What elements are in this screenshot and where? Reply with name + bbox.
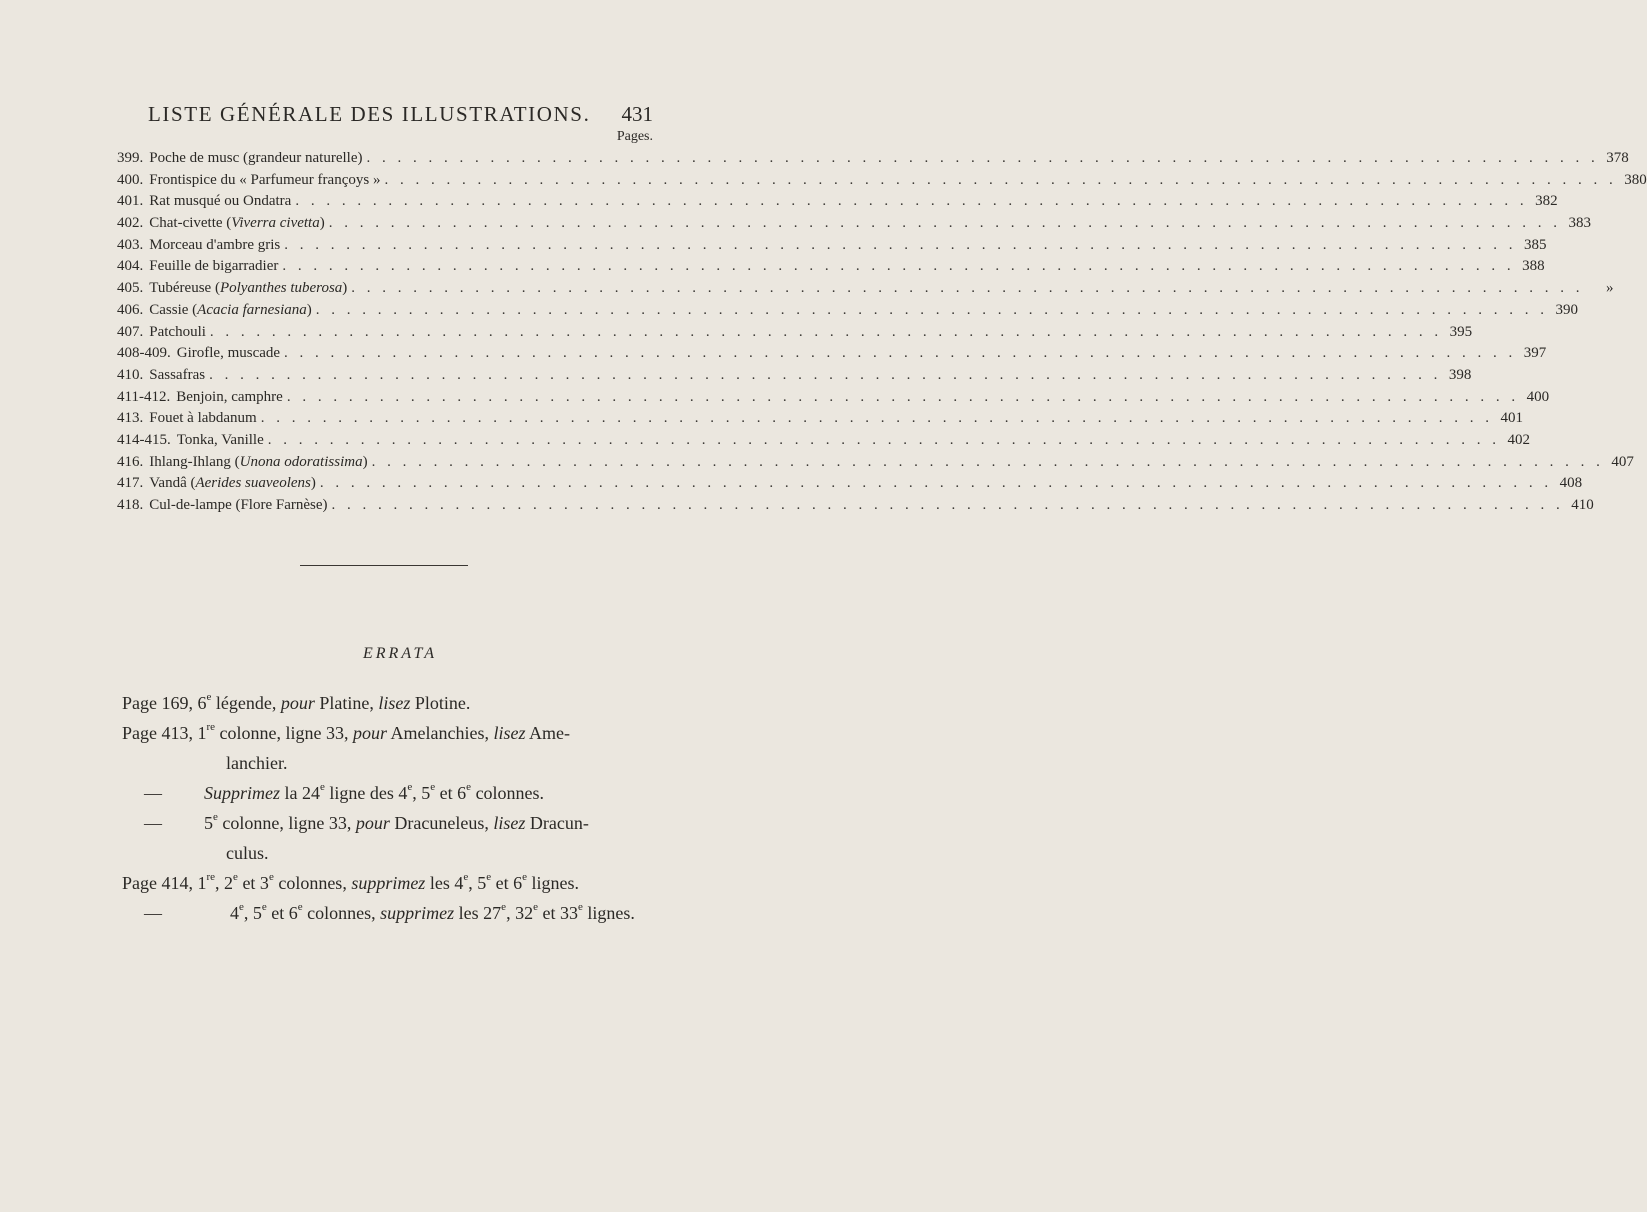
errata-heading: ERRATA xyxy=(363,645,437,662)
dot-leader: . . . . . . . . . . . . . . . . . . . . . . . . . . . . . . . . . . . . . . . . . . . . . . . . . . . . . . . . . . . . . . . . . . . . . . . . . . . . . . . . xyxy=(371,453,1604,470)
toc-row xyxy=(117,453,1634,476)
toc-page: 382 xyxy=(1535,193,1558,210)
toc-number: 414-415. xyxy=(117,431,171,448)
toc-row xyxy=(117,345,1547,367)
dot-leader: . . . . . . . . . . . . . . . . . . . . . . . . . . . . . . . . . . . . . . . . . . . . . . . . . . . . . . . . . . . . . . . . . . . . . . . . . . . . . . . . xyxy=(328,215,1561,232)
toc-row xyxy=(117,410,1523,432)
toc-page: 397 xyxy=(1523,345,1547,362)
toc-number: 401. xyxy=(117,193,144,210)
toc-title: Patchouli xyxy=(149,323,206,340)
toc-title: Cassie (Acacia farnesiana) xyxy=(149,301,312,318)
ditto-dash: — xyxy=(144,783,162,803)
dot-leader: . . . . . . . . . . . . . . . . . . . . . . . . . . . . . . . . . . . . . . . . . . . . . . . . . . . . . . . . . . . . . . . . . . . . . . . . . . . . . . . . xyxy=(209,323,1443,340)
toc-row xyxy=(117,193,1558,215)
page-title: LISTE GÉNÉRALE DES ILLUSTRATIONS. xyxy=(148,102,591,126)
toc-page: 388 xyxy=(1522,258,1545,275)
toc-number: 400. xyxy=(117,171,144,188)
toc-number: 410. xyxy=(117,366,144,383)
toc-number: 413. xyxy=(117,410,144,427)
toc-number: 403. xyxy=(117,236,144,253)
toc-page: 395 xyxy=(1449,323,1473,340)
toc-number: 399. xyxy=(117,150,144,166)
toc-number: 407. xyxy=(117,323,144,340)
toc-row xyxy=(117,388,1550,411)
toc-page: 383 xyxy=(1568,215,1591,232)
dot-leader: . . . . . . . . . . . . . . . . . . . . . . . . . . . . . . . . . . . . . . . . . . . . . . . . . . . . . . . . . . . . . . . . . . . . . . . . . . . . . . . . xyxy=(319,475,1553,492)
toc-number: 402. xyxy=(117,215,144,232)
toc-page: 398 xyxy=(1448,366,1472,383)
dot-leader: . . . . . . . . . . . . . . . . . . . . . . . . . . . . . . . . . . . . . . . . . . . . . . . . . . . . . . . . . . . . . . . . . . . . . . . . . . . . . . . . xyxy=(282,258,1515,275)
toc-title: Poche de musc (grandeur naturelle) xyxy=(149,150,363,166)
toc-page: 407 xyxy=(1611,453,1634,470)
toc-title: Girofle, muscade xyxy=(176,345,281,362)
toc-page: 385 xyxy=(1524,236,1547,253)
dot-leader: . . . . . . . . . . . . . . . . . . . . . . . . . . . . . . . . . . . . . . . . . . . . . . . . . . . . . . . . . . . . . . . . . . . . . . . . . . . . . . . . xyxy=(351,280,1584,297)
toc-row xyxy=(117,323,1473,346)
errata-entry-continuation: lanchier. xyxy=(226,753,288,773)
toc-row xyxy=(117,497,1594,519)
toc-row xyxy=(117,171,1647,194)
dot-leader: . . . . . . . . . . . . . . . . . . . . . . . . . . . . . . . . . . . . . . . . . . . . . . . . . . . . . . . . . . . . . . . . . . . . . . . . . . . . . . . . xyxy=(315,301,1548,318)
dot-leader: . . . . . . . . . . . . . . . . . . . . . . . . . . . . . . . . . . . . . . . . . . . . . . . . . . . . . . . . . . . . . . . . . . . . . . . . . . . . . . . . xyxy=(295,193,1528,210)
errata-entry: Page 414, 1re, 2e et 3e colonnes, supprimez les 4e, 5e et 6e lignes. xyxy=(122,871,579,893)
toc-title: Feuille de bigarradier xyxy=(149,258,279,275)
errata-entry: — 4e, 5e et 6e colonnes, supprimez les 27e, 32e et 33e lignes. xyxy=(122,898,662,928)
toc-row xyxy=(117,431,1530,454)
toc-title: Chat-civette (Viverra civetta) xyxy=(149,215,325,232)
toc-page: 408 xyxy=(1559,475,1583,492)
toc-title: Fouet à labdanum xyxy=(149,410,257,427)
section-divider xyxy=(300,565,468,566)
toc-title: Vandâ (Aerides suaveolens) xyxy=(149,475,316,492)
dot-leader: . . . . . . . . . . . . . . . . . . . . . . . . . . . . . . . . . . . . . . . . . . . . . . . . . . . . . . . . . . . . . . . . . . . . . . . . . . . . . . . . xyxy=(267,431,1500,448)
dot-leader: . . . . . . . . . . . . . . . . . . . . . . . . . . . . . . . . . . . . . . . . . . . . . . . . . . . . . . . . . . . . . . . . . . . . . . . . . . . . . . . . xyxy=(331,497,1564,513)
toc-page: 378 xyxy=(1606,150,1629,166)
toc-title: Tubéreuse (Polyanthes tuberosa) xyxy=(149,280,348,297)
toc-row xyxy=(117,258,1545,280)
dot-leader: . . . . . . . . . . . . . . . . . . . . . . . . . . . . . . . . . . . . . . . . . . . . . . . . . . . . . . . . . . . . . . . . . . . . . . . . . . . . . . . . xyxy=(209,366,1442,383)
toc-number: 406. xyxy=(117,301,144,318)
errata-entry: Page 169, 6e légende, pour Platine, lisez Plotine. xyxy=(122,691,471,713)
toc-number: 411-412. xyxy=(117,388,171,405)
dot-leader: . . . . . . . . . . . . . . . . . . . . . . . . . . . . . . . . . . . . . . . . . . . . . . . . . . . . . . . . . . . . . . . . . . . . . . . . . . . . . . . . xyxy=(260,410,1493,427)
toc-page: 410 xyxy=(1571,497,1594,513)
toc-title: Rat musqué ou Ondatra xyxy=(149,193,292,210)
dot-leader: . . . . . . . . . . . . . . . . . . . . . . . . . . . . . . . . . . . . . . . . . . . . . . . . . . . . . . . . . . . . . . . . . . . . . . . . . . . . . . . . xyxy=(366,150,1599,166)
toc-page: 390 xyxy=(1555,301,1578,318)
toc-page: » xyxy=(1606,280,1614,297)
toc-row xyxy=(117,475,1583,497)
toc-title: Benjoin, camphre xyxy=(176,388,283,405)
toc-number: 417. xyxy=(117,475,144,492)
toc-number: 404. xyxy=(117,258,144,275)
errata-entry: Page 413, 1re colonne, ligne 33, pour Amelanchies, lisez Ame- xyxy=(122,721,571,743)
toc-number: 418. xyxy=(117,497,144,513)
toc-number: 416. xyxy=(117,453,144,470)
errata-list xyxy=(122,688,662,928)
errata-entry-continuation: culus. xyxy=(226,843,269,863)
dot-leader: . . . . . . . . . . . . . . . . . . . . . . . . . . . . . . . . . . . . . . . . . . . . . . . . . . . . . . . . . . . . . . . . . . . . . . . . . . . . . . . . xyxy=(284,236,1517,253)
toc-number: 405. xyxy=(117,280,144,297)
toc-row xyxy=(117,150,1629,172)
errata-entry: — Supprimez la 24e ligne des 4e, 5e et 6e colonnes. xyxy=(122,778,662,808)
toc-row xyxy=(117,301,1578,324)
toc-page: 401 xyxy=(1500,410,1523,427)
dot-leader: . . . . . . . . . . . . . . . . . . . . . . . . . . . . . . . . . . . . . . . . . . . . . . . . . . . . . . . . . . . . . . . . . . . . . . . . . . . . . . . . xyxy=(284,345,1517,362)
toc-row xyxy=(117,366,1472,389)
toc-title: Frontispice du « Parfumeur françoys » xyxy=(149,171,381,188)
pages-column-label: Pages. xyxy=(616,129,653,144)
toc-title: Ihlang-Ihlang (Unona odoratissima) xyxy=(149,453,368,470)
dot-leader: . . . . . . . . . . . . . . . . . . . . . . . . . . . . . . . . . . . . . . . . . . . . . . . . . . . . . . . . . . . . . . . . . . . . . . . . . . . . . . . . xyxy=(286,388,1520,405)
toc-title: Cul-de-lampe (Flore Farnèse) xyxy=(149,497,328,513)
toc-page: 402 xyxy=(1507,431,1530,448)
toc-title: Tonka, Vanille xyxy=(176,431,264,448)
ditto-dash: — xyxy=(144,813,162,833)
running-header xyxy=(148,102,653,127)
page-number: 431 xyxy=(621,102,653,126)
toc-row xyxy=(117,236,1547,259)
errata-entry: — 5e colonne, ligne 33, pour Dracuneleus, lisez Dracun- xyxy=(122,808,662,838)
dot-leader: . . . . . . . . . . . . . . . . . . . . . . . . . . . . . . . . . . . . . . . . . . . . . . . . . . . . . . . . . . . . . . . . . . . . . . . . . . . . . . . . xyxy=(384,171,1617,188)
toc-number: 408-409. xyxy=(117,345,171,362)
illustration-list xyxy=(117,150,1647,519)
toc-title: Morceau d'ambre gris xyxy=(149,236,281,253)
toc-row xyxy=(117,215,1591,237)
toc-row xyxy=(117,280,1614,302)
toc-page: 380 xyxy=(1624,171,1647,188)
ditto-dash: — xyxy=(144,903,162,923)
toc-title: Sassafras xyxy=(149,366,206,383)
toc-page: 400 xyxy=(1526,388,1550,405)
